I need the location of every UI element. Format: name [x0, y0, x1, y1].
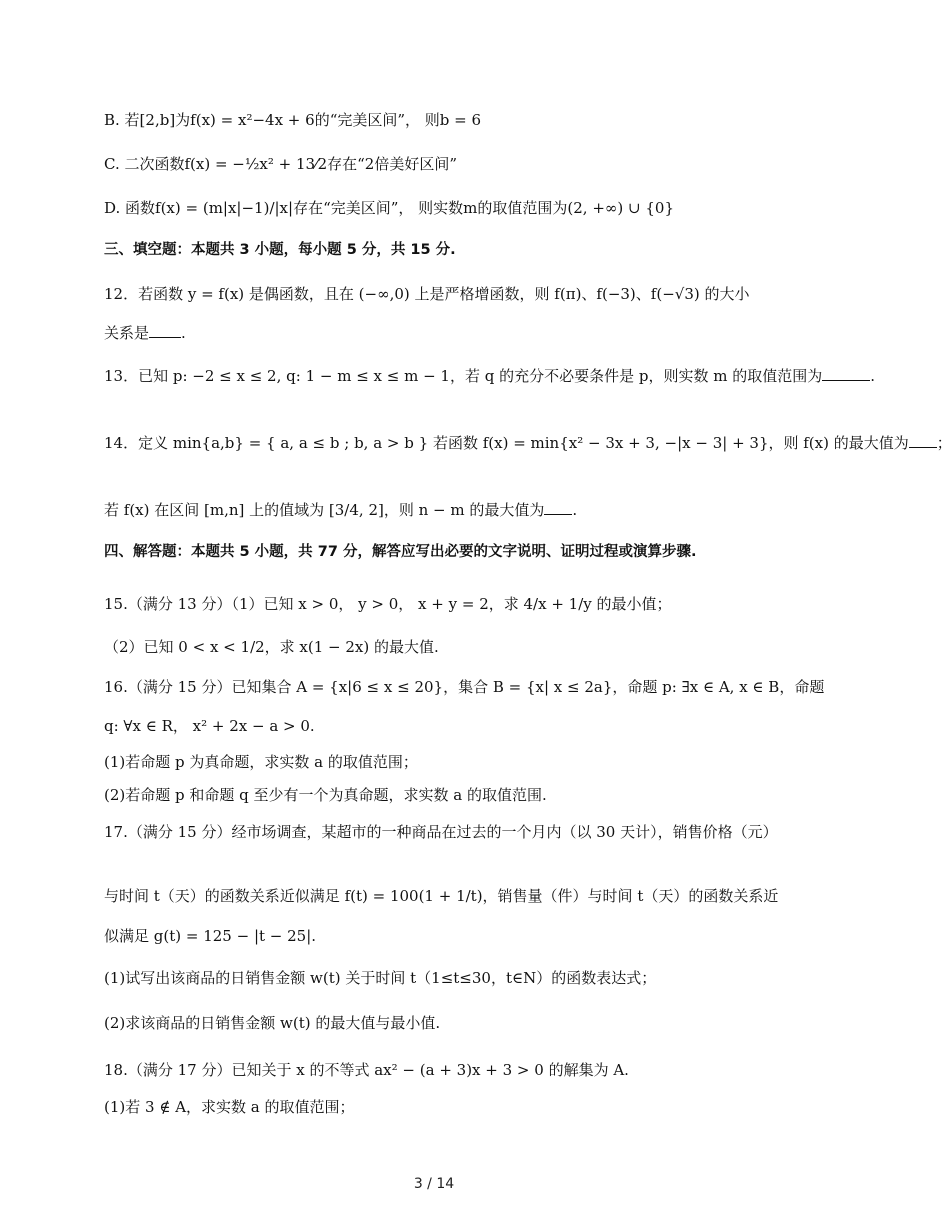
- question-18-part1: (1)若 3 ∉ A，求实数 a 的取值范围；: [104, 1098, 355, 1116]
- question-17-part2: (2)求该商品的日销售金额 w(t) 的最大值与最小值.: [104, 1014, 441, 1032]
- question-16-cont: q: ∀x ∈ R， x² + 2x − a > 0.: [104, 717, 315, 735]
- section-fill-in-heading: 三、填空题：本题共 3 小题，每小题 5 分，共 15 分.: [104, 242, 456, 258]
- question-12-cont-text: 关系是: [104, 324, 150, 342]
- question-16-part2: (2)若命题 p 和命题 q 至少有一个为真命题，求实数 a 的取值范围.: [104, 786, 547, 804]
- question-14-cont: 若 f(x) 在区间 [m,n] 上的值域为 [3/4, 2]，则 n − m 的最大值为 .: [104, 501, 578, 519]
- question-14: 14．定义 min{a,b} = { a, a ≤ b ; b, a > b } 若函数 f(x) = min{x² − 3x + 3, −|x − 3| + 3}，则 f(x) 的最大值为 ；: [104, 434, 952, 452]
- question-13: 13．已知 p: −2 ≤ x ≤ 2, q: 1 − m ≤ x ≤ m − 1，若 q 的充分不必要条件是 p，则实数 m 的取值范围为 .: [104, 367, 876, 385]
- question-14-text: 14．定义 min{a,b} = { a, a ≤ b ; b, a > b } 若函数 f(x) = min{x² − 3x + 3, −|x − 3| + 3}，则 f(x) 的最大值为: [104, 434, 909, 452]
- question-14-cont-text: 若 f(x) 在区间 [m,n] 上的值域为 [3/4, 2]，则 n − m 的最大值为: [104, 501, 545, 519]
- answer-blank: [149, 323, 181, 338]
- page-number: 3 / 14: [413, 1176, 455, 1192]
- answer-blank: [544, 500, 572, 515]
- option-d: D. 函数f(x) = (m|x|−1)/|x|存在“完美区间”， 则实数m的取值范围为(2, +∞) ∪ {0}: [104, 199, 674, 217]
- question-17-part1: (1)试写出该商品的日销售金额 w(t) 关于时间 t（1≤t≤30，t∈N）的函数表达式；: [104, 969, 657, 987]
- option-b: B. 若[2,b]为f(x) = x²−4x + 6的“完美区间”， 则b = 6: [104, 111, 482, 129]
- section-solutions-heading: 四、解答题：本题共 5 小题，共 77 分，解答应写出必要的文字说明、证明过程或演算步骤.: [104, 544, 697, 560]
- question-13-text: 13．已知 p: −2 ≤ x ≤ 2, q: 1 − m ≤ x ≤ m − 1，若 q 的充分不必要条件是 p，则实数 m 的取值范围为: [104, 367, 823, 385]
- question-15: 15.（满分 13 分）（1）已知 x > 0， y > 0， x + y = 2，求 4/x + 1/y 的最小值；: [104, 595, 672, 613]
- question-15-part2: （2）已知 0 < x < 1/2，求 x(1 − 2x) 的最大值.: [104, 638, 439, 656]
- question-12: 12．若函数 y = f(x) 是偶函数，且在 (−∞,0) 上是严格增函数，则 f(π)、f(−3)、f(−√3) 的大小: [104, 285, 750, 303]
- question-17-cont: 与时间 t（天）的函数关系近似满足 f(t) = 100(1 + 1/t)，销售量（件）与时间 t（天）的函数关系近: [104, 887, 779, 905]
- option-c: C. 二次函数f(x) = −½x² + 13⁄2存在“2倍美好区间”: [104, 155, 457, 173]
- answer-blank: [822, 366, 870, 381]
- question-12-cont: 关系是 .: [104, 324, 186, 342]
- answer-blank: [909, 433, 937, 448]
- question-17-cont2: 似满足 g(t) = 125 − |t − 25|.: [104, 927, 317, 945]
- question-18: 18.（满分 17 分）已知关于 x 的不等式 ax² − (a + 3)x + 3 > 0 的解集为 A.: [104, 1061, 629, 1079]
- question-16-part1: (1)若命题 p 为真命题，求实数 a 的取值范围；: [104, 753, 418, 771]
- question-17: 17.（满分 15 分）经市场调查，某超市的一种商品在过去的一个月内（以 30 天计），销售价格（元）: [104, 823, 778, 841]
- question-16: 16.（满分 15 分）已知集合 A = {x|6 ≤ x ≤ 20}，集合 B = {x| x ≤ 2a}，命题 p: ∃x ∈ A, x ∈ B，命题: [104, 678, 825, 696]
